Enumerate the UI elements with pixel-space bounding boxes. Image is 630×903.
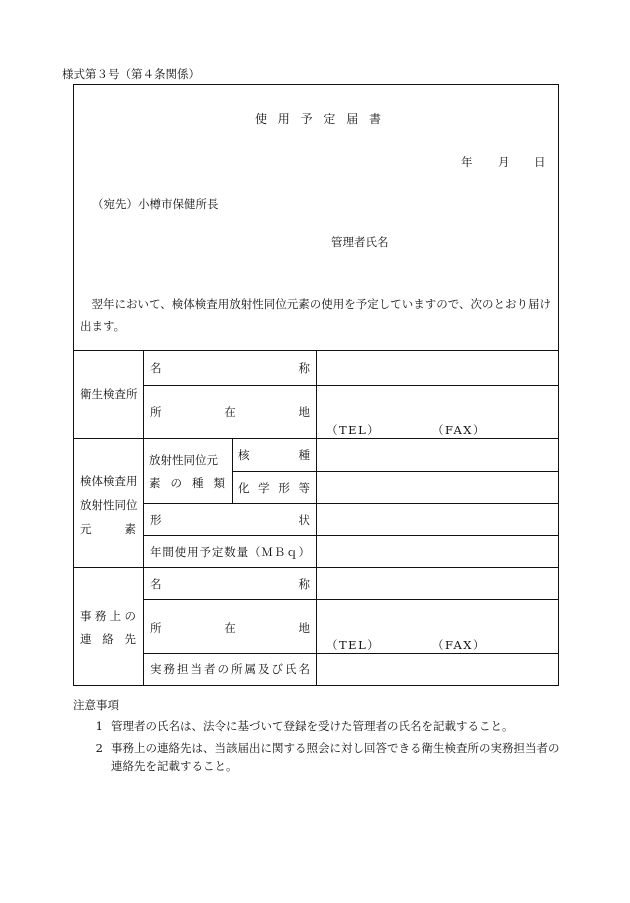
col-divider [316, 350, 317, 685]
section-label-contact-1: 事 務 上 の [80, 609, 136, 623]
note-text: 事務上の連絡先は、当該届出に関する照会に対し回答できる衛生検査所の実務担当者の連絡先を記載すること。 [111, 740, 560, 774]
date-month: 月 [498, 155, 510, 169]
section-label-isotope-2: 放射性同位 [80, 498, 138, 512]
facility-location-label: 所 在 地 [150, 405, 310, 419]
facility-location-field[interactable] [318, 387, 556, 417]
chemical-form-label: 化 学 形 等 [238, 481, 310, 495]
addressee: （宛先）小樽市保健所長 [92, 197, 219, 211]
date-day: 日 [534, 155, 546, 169]
contact-fax-label: （FAX） [432, 638, 486, 652]
chemical-form-field[interactable] [318, 473, 556, 502]
row-divider [143, 599, 558, 600]
section-label-contact-2: 連 絡 先 [80, 632, 136, 646]
nuclide-label: 核 種 [238, 448, 310, 462]
row-divider [143, 503, 558, 504]
note-number: 1 [95, 719, 103, 734]
section-label-facility: 衛生検査所 [80, 387, 138, 401]
col-divider [232, 438, 233, 503]
row-divider [143, 385, 558, 386]
contact-person-field[interactable] [318, 655, 556, 684]
contact-tel-label: （TEL） [326, 638, 381, 652]
isotope-type-label-2: 素 の 種 類 [149, 476, 225, 490]
annual-amount-field[interactable] [318, 537, 556, 566]
section-label-isotope-3: 元 素 [80, 522, 136, 536]
row-divider [143, 535, 558, 536]
contact-person-label: 実 務 担 当 者 の 所 属 及 び 氏 名 [150, 662, 310, 676]
row-divider [143, 653, 558, 654]
date-year: 年 [461, 155, 473, 169]
notes-heading: 注意事項 [73, 698, 119, 712]
section-label-isotope-1: 検体検査用 [80, 474, 138, 488]
facility-fax-label: （FAX） [432, 423, 486, 437]
form-shape-field[interactable] [318, 505, 556, 534]
form-title: 使 用 予 定 届 書 [255, 112, 381, 126]
contact-location-field[interactable] [318, 601, 556, 631]
note-item [73, 739, 563, 776]
isotope-type-label-1: 放射性同位元 [149, 453, 218, 467]
facility-name-field[interactable] [318, 352, 556, 384]
contact-name-field[interactable] [318, 569, 556, 598]
note-item [73, 717, 563, 735]
form-shape-label: 形 状 [150, 513, 310, 527]
notes-section [73, 696, 563, 776]
statement-text: 翌年において、検体検査用放射性同位元素の使用を予定していますので、次のとおり届け出ます。 [80, 297, 552, 333]
manager-name-field[interactable] [400, 228, 550, 250]
form-number: 様式第３号（第４条関係） [62, 67, 200, 81]
note-number: 2 [95, 740, 103, 755]
contact-location-label: 所 在 地 [150, 621, 310, 635]
contact-name-label: 名 称 [150, 577, 310, 591]
annual-amount-label: 年 間 使 用 予 定 数 量 （ Ｍ Ｂ ｑ ） [150, 545, 310, 559]
note-text: 管理者の氏名は、法令に基づいて登録を受けた管理者の氏名を記載すること。 [111, 719, 514, 734]
facility-tel-label: （TEL） [326, 423, 381, 437]
col-divider [143, 350, 144, 685]
row-divider [232, 471, 558, 472]
nuclide-field[interactable] [318, 440, 556, 470]
manager-label: 管理者氏名 [331, 235, 389, 249]
facility-name-label: 名 称 [150, 361, 310, 375]
